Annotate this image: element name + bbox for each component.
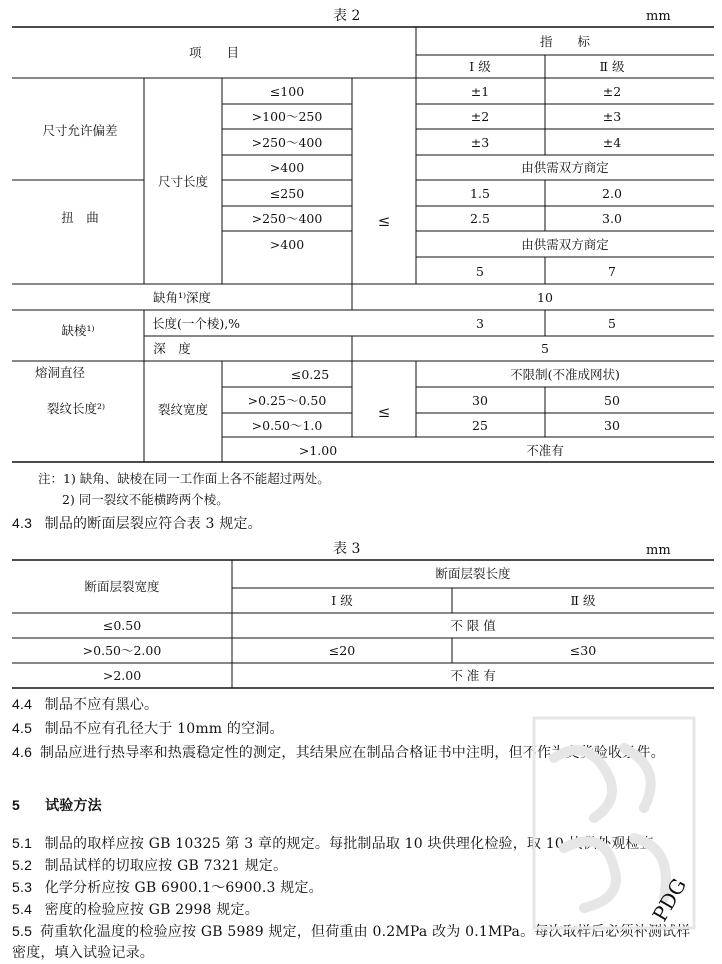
t3-header-length: 断面层裂长度 bbox=[435, 566, 511, 581]
t2-range: >400 bbox=[269, 237, 305, 252]
t2-cell-g1: ±3 bbox=[470, 135, 490, 150]
table3-unit: mm bbox=[646, 543, 671, 558]
paragraph-4-4 bbox=[12, 694, 702, 716]
table2 bbox=[0, 0, 722, 470]
paragraph-number: 5.2 bbox=[12, 857, 33, 873]
table2-caption: 表 2 bbox=[333, 8, 361, 24]
t2-range: >400 bbox=[269, 160, 305, 175]
t2-le-sign: ≤ bbox=[377, 403, 391, 421]
t2-header-item: 项 目 bbox=[188, 45, 240, 60]
paragraph-5-2 bbox=[12, 855, 702, 877]
t2-label-edge-depth: 深 度 bbox=[153, 341, 191, 356]
t2-cell-merged: 由供需双方商定 bbox=[521, 237, 609, 252]
paragraph-text: 制品不应有黑心。 bbox=[44, 697, 159, 713]
t2-cell-g2: 7 bbox=[608, 264, 616, 279]
paragraph-4-5 bbox=[12, 718, 702, 740]
t2-label-corner-depth: 缺角¹⁾深度 bbox=[152, 290, 212, 305]
t2-label-warp: 扭 曲 bbox=[61, 210, 99, 225]
paragraph-4-3 bbox=[12, 513, 702, 535]
t2-cell-g2: ±4 bbox=[602, 135, 622, 150]
t2-range: >250～400 bbox=[251, 211, 323, 226]
t2-cell-g2: ±2 bbox=[602, 84, 622, 99]
table2-note-1: 注：1) 缺角、缺棱在同一工作面上各不能超过两处。 bbox=[38, 471, 330, 486]
t2-label-edge-length: 长度(一个棱),% bbox=[151, 316, 241, 331]
t2-cell-g2: 50 bbox=[604, 393, 620, 408]
t2-label-crack-width: 裂纹宽度 bbox=[157, 402, 209, 417]
t3-row-width: >0.50～2.00 bbox=[82, 643, 162, 658]
t2-cell-merged: 由供需双方商定 bbox=[521, 160, 609, 175]
t2-label-edge-defect: 缺棱¹⁾ bbox=[61, 323, 95, 338]
paragraph-number: 4.3 bbox=[12, 515, 33, 531]
t2-range: ≤0.25 bbox=[290, 367, 330, 382]
paragraph-5-4 bbox=[12, 899, 702, 921]
paragraph-number: 4.5 bbox=[12, 720, 33, 736]
paragraph-number: 4.4 bbox=[12, 696, 33, 712]
table3-caption: 表 3 bbox=[333, 541, 361, 557]
t3-cell-g1: ≤20 bbox=[328, 643, 356, 658]
t3-row-width: ≤0.50 bbox=[102, 618, 142, 633]
paragraph-text: 制品应进行热导率和热震稳定性的测定，其结果应在制品合格证书中注明，但不作为交货验收条件。 bbox=[40, 745, 665, 761]
t2-header-indicator: 指 标 bbox=[539, 34, 591, 49]
t2-cell-g2: 3.0 bbox=[602, 211, 622, 226]
t2-label-size-tolerance: 尺寸允许偏差 bbox=[42, 123, 118, 138]
t2-cell-g2: 2.0 bbox=[602, 186, 622, 201]
t2-label-pit-diameter: 熔洞直径 bbox=[34, 365, 86, 380]
t2-cell-merged: 不准有 bbox=[526, 443, 564, 458]
t2-range: >0.50～1.0 bbox=[251, 418, 323, 433]
paragraph-5-3 bbox=[12, 877, 702, 899]
paragraph-text: 制品的取样应按 GB 10325 第 3 章的规定。每批制品取 10 块供理化检验，取 10 块供外观检查。 bbox=[44, 836, 669, 852]
table2-note-2: 2) 同一裂纹不能横跨两个棱。 bbox=[62, 492, 229, 507]
t2-header-grade1: Ⅰ 级 bbox=[469, 59, 491, 74]
paragraph-number: 5.4 bbox=[12, 901, 33, 917]
paragraph-text: 制品试样的切取应按 GB 7321 规定。 bbox=[44, 858, 288, 874]
t2-label-crack-length: 裂纹长度²⁾ bbox=[46, 401, 106, 416]
t3-cell-merged: 不 限 值 bbox=[450, 618, 496, 633]
t2-cell-merged: 10 bbox=[537, 290, 553, 305]
section-5-heading bbox=[12, 795, 702, 817]
paragraph-text: 制品不应有孔径大于 10mm 的空洞。 bbox=[44, 721, 284, 737]
t2-range: >100～250 bbox=[251, 109, 323, 124]
t3-cell-merged: 不 准 有 bbox=[450, 668, 496, 683]
t2-cell-g1: 5 bbox=[476, 264, 484, 279]
t2-cell-g1: 2.5 bbox=[470, 211, 490, 226]
t2-cell-g2: ±3 bbox=[602, 109, 622, 124]
paragraph-5-1 bbox=[12, 833, 702, 855]
paragraph-text: 密度的检验应按 GB 2998 规定。 bbox=[44, 902, 259, 918]
t3-header-width: 断面层裂宽度 bbox=[84, 579, 160, 594]
section-title: 试验方法 bbox=[45, 798, 102, 814]
paragraph-5-5 bbox=[12, 921, 702, 964]
paragraph-text: 制品的断面层裂应符合表 3 规定。 bbox=[44, 516, 262, 532]
t3-header-grade1: Ⅰ 级 bbox=[331, 593, 353, 608]
section-number: 5 bbox=[12, 797, 20, 813]
t2-cell-merged: 5 bbox=[541, 341, 549, 356]
t2-le-sign: ≤ bbox=[377, 212, 391, 230]
table2-unit: mm bbox=[646, 9, 671, 24]
t2-header-grade2: Ⅱ 级 bbox=[599, 59, 625, 74]
paragraph-4-6 bbox=[12, 742, 702, 764]
watermark-text: PDG bbox=[647, 874, 692, 926]
t2-label-size-length: 尺寸长度 bbox=[157, 174, 209, 189]
t2-cell-g1: 25 bbox=[472, 418, 488, 433]
t2-cell-g2: 30 bbox=[604, 418, 620, 433]
paragraph-text: 化学分析应按 GB 6900.1～6900.3 规定。 bbox=[44, 880, 323, 896]
t3-row-width: >2.00 bbox=[102, 668, 142, 683]
table3 bbox=[0, 555, 722, 695]
t2-cell-g1: 3 bbox=[476, 316, 484, 331]
t3-cell-g2: ≤30 bbox=[569, 643, 597, 658]
paragraph-text: 荷重软化温度的检验应按 GB 5989 规定，但荷重由 0.2MPa 改为 0.1MPa。每次取样后必须补测试样密度，填入试验记录。 bbox=[12, 924, 691, 961]
t2-cell-g2: 5 bbox=[608, 316, 616, 331]
t2-range: >1.00 bbox=[298, 443, 338, 458]
paragraph-number: 5.5 bbox=[12, 923, 33, 939]
paragraph-number: 4.6 bbox=[12, 744, 33, 760]
t3-header-grade2: Ⅱ 级 bbox=[570, 593, 596, 608]
paragraph-number: 5.1 bbox=[12, 835, 33, 851]
t2-cell-g1: 1.5 bbox=[470, 186, 490, 201]
t2-range: >250～400 bbox=[251, 135, 323, 150]
t2-cell-g1: 30 bbox=[472, 393, 488, 408]
paragraph-number: 5.3 bbox=[12, 879, 33, 895]
t2-range: ≤100 bbox=[269, 84, 305, 99]
t2-cell-merged: 不限制(不准成网状) bbox=[510, 367, 620, 382]
t2-range: ≤250 bbox=[269, 186, 305, 201]
t2-cell-g1: ±1 bbox=[470, 84, 490, 99]
t2-range: >0.25～0.50 bbox=[247, 393, 327, 408]
t2-cell-g1: ±2 bbox=[470, 109, 490, 124]
